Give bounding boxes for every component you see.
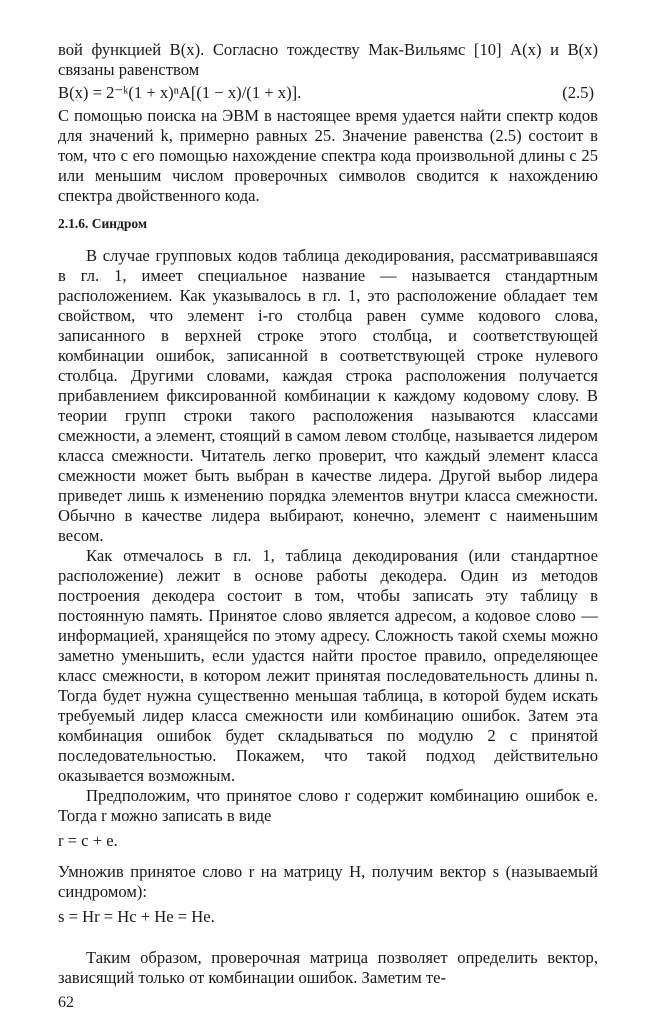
paragraph-received-word: Предположим, что принятое слово r содержит комбинацию ошибок e. Тогда r можно записать в виде [58,786,598,825]
paragraph-intro: вой функцией B(x). Согласно тождеству Мак-Вильямс [10] A(x) и B(x) связаны равенством [58,40,598,79]
paragraph-search: С помощью поиска на ЭВМ в настоящее время удается найти спектр кодов для значений k, примерно равных 25. Значение равенства (2.5) состоит в том, что с его помощью нахождение спектра кода произвольной длины с 25 или меньшим числом проверочных символов сводится к нахождению спектра двойственного кода. [58,106,598,205]
paragraph-decoder: Как отмечалось в гл. 1, таблица декодирования (или стандартное расположение) лежит в основе работы декодера. Один из методов построения декодера состоит в том, чтобы записать эту таблицу в постоянную память. Принятое слово является адресом, а кодовое слово — информацией, хранящейся по этому адресу. Сложность такой схемы можно заметно уменьшить, если удастся найти простое правило, определяющее класс смежности, в котором лежит принятая последовательность длины n. Тогда будет нужна существенно меньшая таблица, в которой будем искать требуемый лидер класса смежности или комбинацию ошибок. Затем эта комбинация ошибок будет складываться по модулю 2 с принятой последовательностью. Покажем, что такой подход действительно оказывается возможным. [58,546,598,785]
paragraph-syndrome: Умножив принятое слово r на матрицу H, получим вектор s (называемый синдромом): [58,862,598,901]
equation-number: (2.5) [562,83,594,102]
section-heading: 2.1.6. Синдром [58,216,148,231]
formula-s: s = Hr = Hc + He = He. [58,907,215,926]
equation-2-5 [58,82,598,104]
equation-formula: B(x) = 2⁻ᵏ(1 + x)ⁿA[(1 − x)/(1 + x)]. [58,83,302,102]
paragraph-conclusion: Таким образом, проверочная матрица позволяет определить вектор, зависящий только от комбинации ошибок. Заметим те- [58,948,598,987]
page-number: 62 [58,994,74,1011]
paragraph-coset: В случае групповых кодов таблица декодирования, рассматривавшаяся в гл. 1, имеет специальное название — называется стандартным расположением. Как указывалось в гл. 1, это расположение обладает тем свойством, что элемент i-го столбца равен сумме кодового слова, записанного в верхней строке этого столбца, и соответствующей комбинации ошибок, записанной в соответствующей строке нулевого столбца. Другими словами, каждая строка расположения получается прибавлением фиксированной комбинации к каждому кодовому слову. В теории групп строки такого расположения называются классами смежности, а элемент, стоящий в самом левом столбце, называется лидером класса смежности. Читатель легко проверит, что каждый элемент класса смежности может быть выбран в качестве лидера. Другой выбор лидера приведет лишь к изменению порядка элементов внутри класса смежности. Обычно в качестве лидера выбирают, конечно, элемент с наименьшим весом. [58,246,598,545]
formula-r: r = c + e. [58,831,118,850]
